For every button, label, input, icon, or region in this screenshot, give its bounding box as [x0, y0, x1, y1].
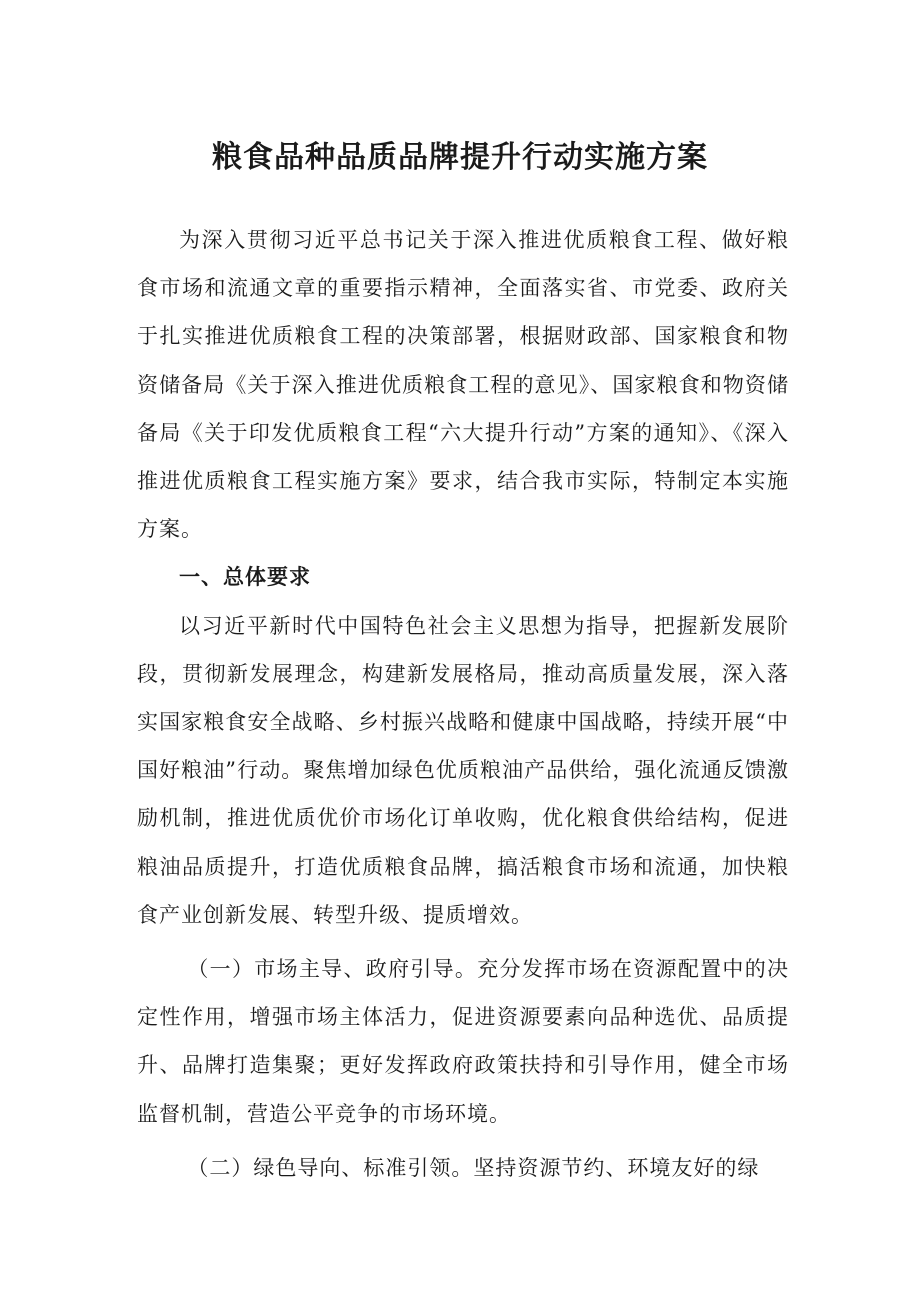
principle-item-2: （二）绿色导向、标准引领。坚持资源节约、环境友好的绿	[187, 1155, 760, 1180]
section-heading-general-requirements: 一、总体要求	[179, 565, 311, 590]
intro-paragraph: 为深入贯彻习近平总书记关于深入推进优质粮食工程、做好粮食市场和流通文章的重要指示精神，全面落实省、市党委、政府关于扎实推进优质粮食工程的决策部署，根据财政部、国家粮食和物资储备局《关于深入推进优质粮食工程的意见》、国家粮食和物资储备局《关于印发优质粮食工程“六大提升行动”方案的通知》、《深入推进优质粮食工程实施方案》要求，结合我市实际，特制定本实施方案。	[137, 228, 789, 542]
document-title: 粮食品种品质品牌提升行动实施方案	[212, 140, 708, 175]
general-requirements-paragraph: 以习近平新时代中国特色社会主义思想为指导，把握新发展阶段，贯彻新发展理念，构建新发展格局，推动高质量发展，深入落实国家粮食安全战略、乡村振兴战略和健康中国战略，持续开展“中国好粮油”行动。聚焦增加绿色优质粮油产品供给，强化流通反馈激励机制，推进优质优价市场化订单收购，优化粮食供给结构，促进粮油品质提升，打造优质粮食品牌，搞活粮食市场和流通，加快粮食产业创新发展、转型升级、提质增效。	[137, 613, 789, 927]
principle-item-1: （一）市场主导、政府引导。充分发挥市场在资源配置中的决定性作用，增强市场主体活力，促进资源要素向品种选优、品质提升、品牌打造集聚；更好发挥政府政策扶持和引导作用，健全市场监督机制，营造公平竞争的市场环境。	[137, 957, 789, 1126]
document-body	[137, 216, 789, 1192]
